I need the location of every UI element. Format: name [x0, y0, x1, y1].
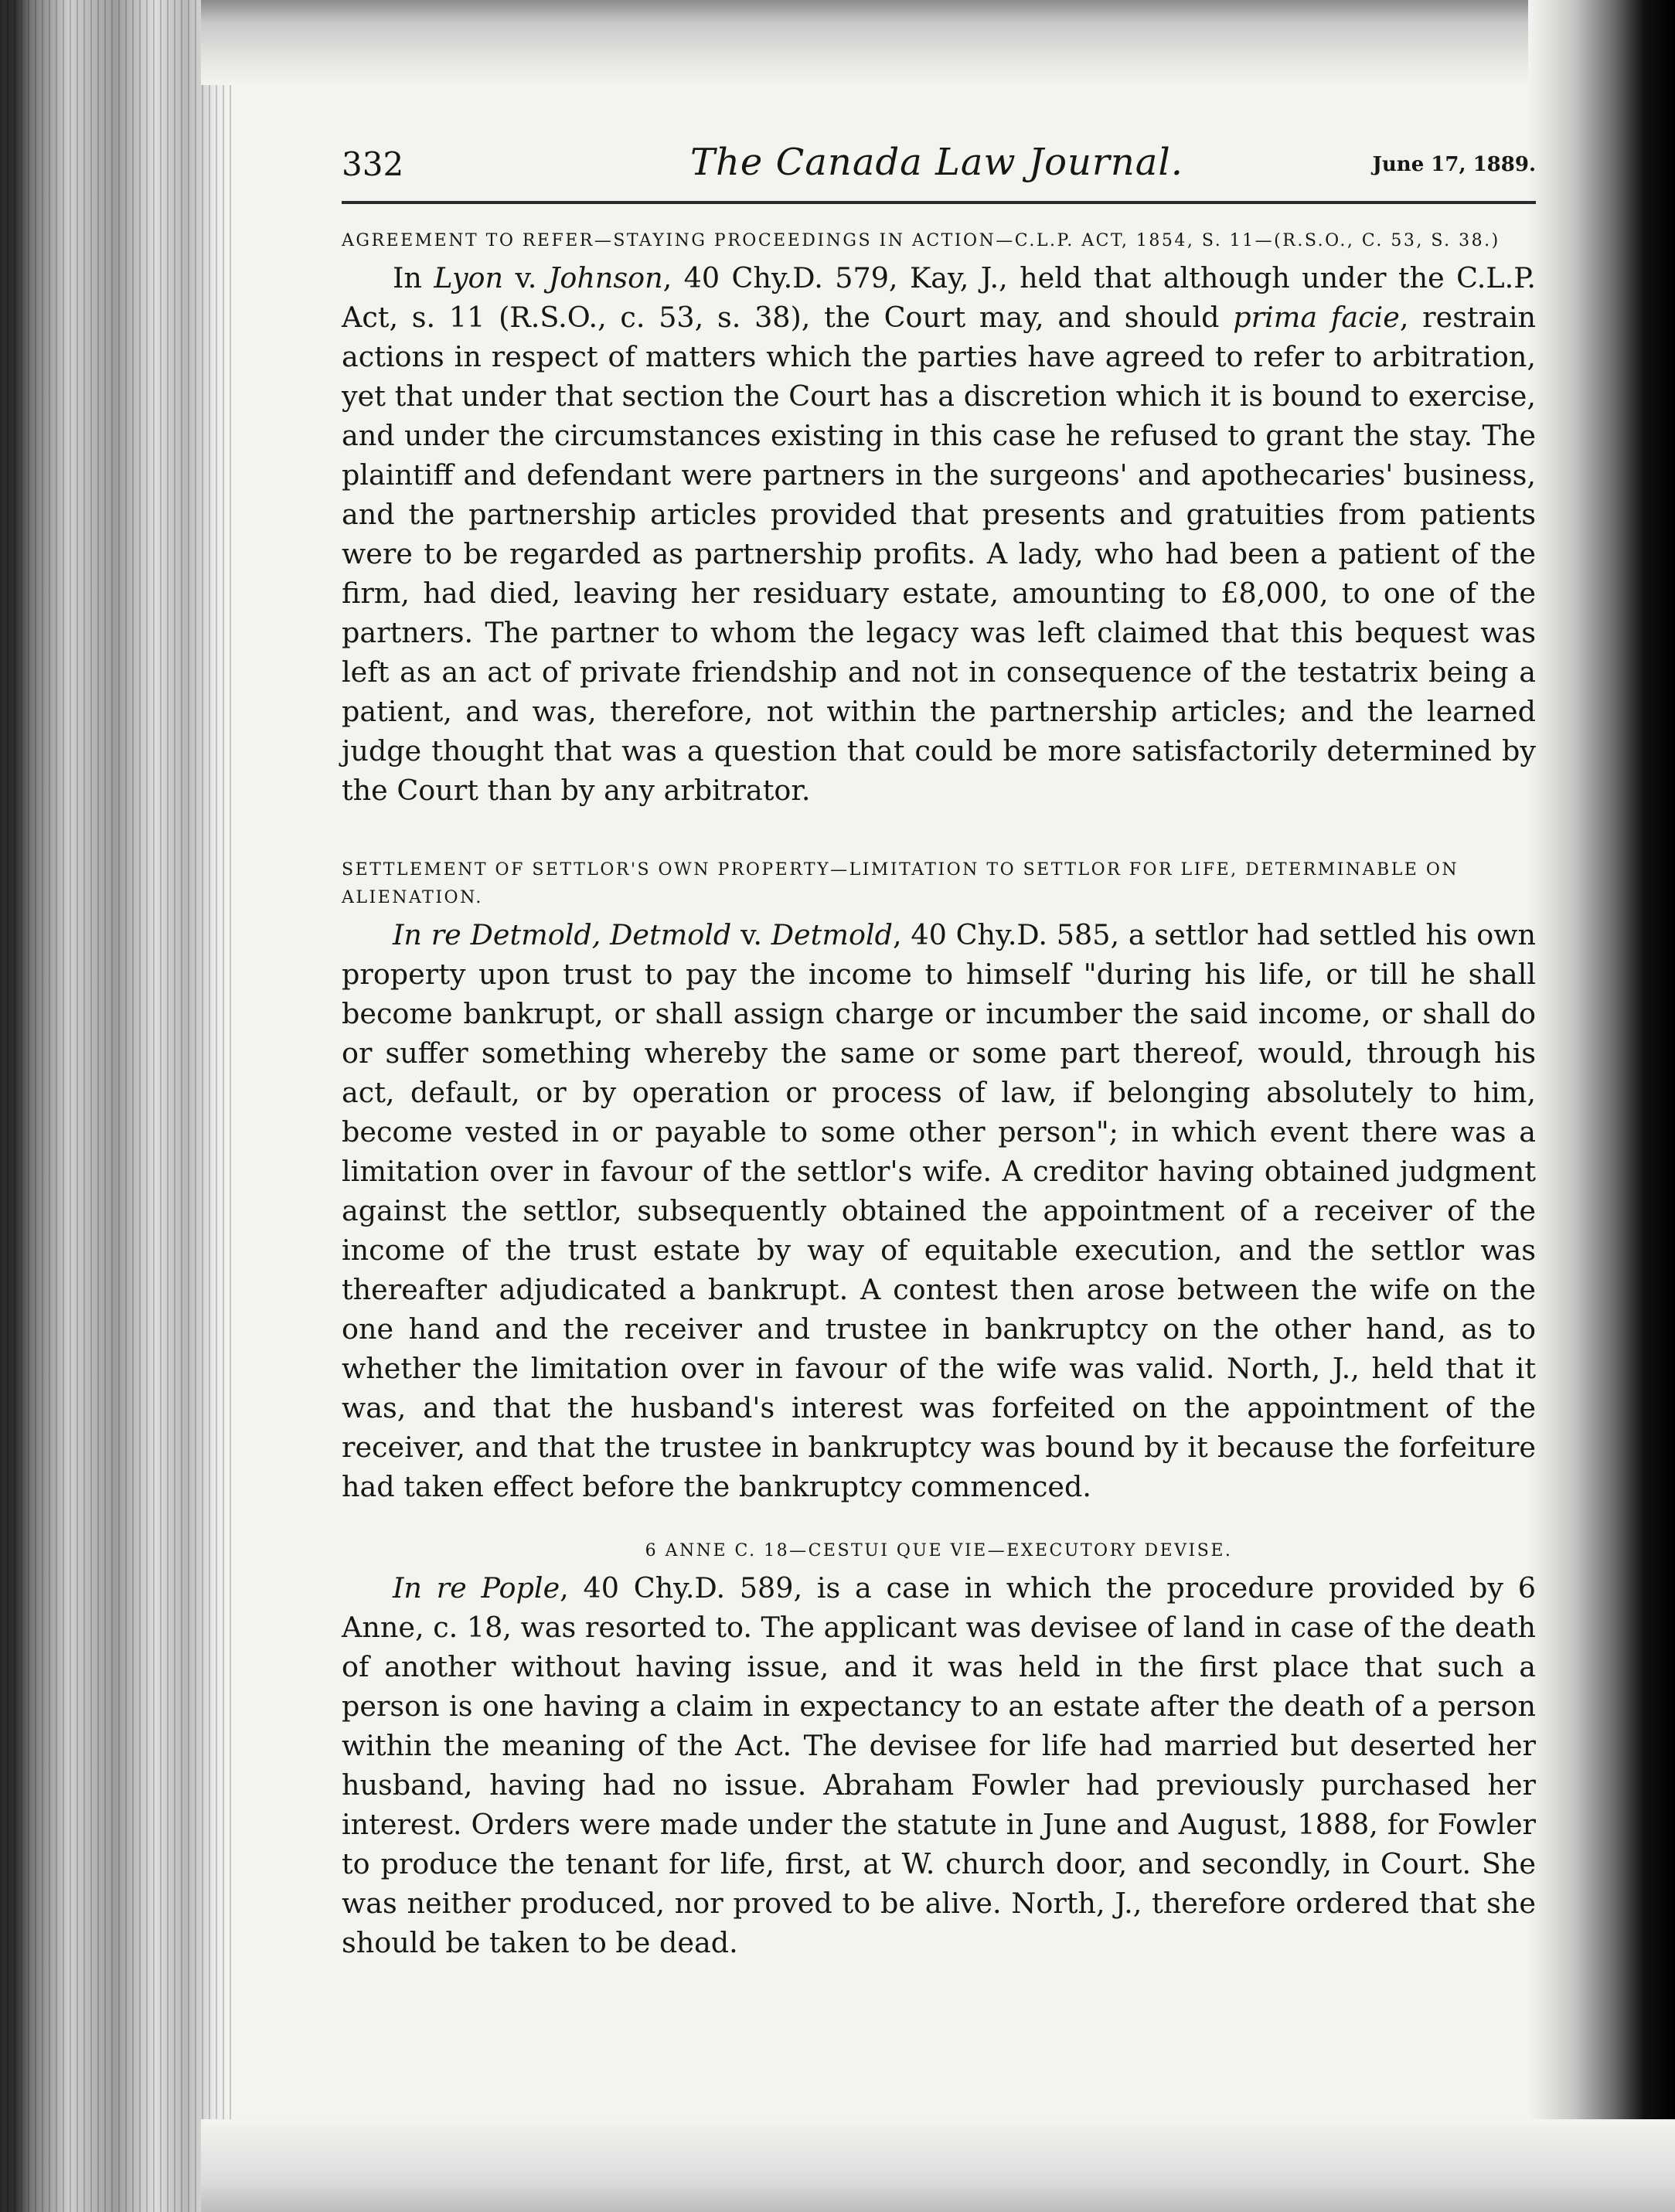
section-paragraph: In re Detmold, Detmold v. Detmold, 40 Chy.D. 585, a settlor had settled his own property upon trust to pay the income to himself "during his life, or till he shall become bankrupt, or shall assign charge or incumber the said income, or shall do or suffer something whereby the same or some part thereof, would, through his act, default, or by operation or process of law, if belonging absolutely to him, become vested in or payable to some other person"; in which event there was a limitation over in favour of the settlor's wife. A creditor having obtained judgment against the settlor, subsequently obtained the appointment of a receiver of the income of the trust estate by way of equitable execution, and the settlor was thereafter adjudicated a bankrupt. A contest then arose between the wife on the one hand and the receiver and trustee in bankruptcy on the other hand, as to whether the limitation over in favour of the wife was valid. North, J., held that it was, and that the husband's interest was forfeited on the appointment of the receiver, and that the trustee in bankruptcy was bound by it because the forfeiture had taken effect before the bankruptcy commenced.: [342, 918, 1536, 1503]
section-heading: 6 ANNE C. 18—CESTUI QUE VIE—EXECUTORY DEVISE.: [645, 1541, 1233, 1560]
section-heading: SETTLEMENT OF SETTLOR'S OWN PROPERTY—LIMITATION TO SETTLOR FOR LIFE, DETERMINABLE ON ALIENATION.: [342, 860, 1459, 907]
case-name: In re Detmold, Detmold: [393, 918, 732, 951]
case-name: Detmold: [771, 918, 893, 951]
scan-binding-edge: [0, 0, 232, 2212]
scan-right-edge: [1528, 0, 1675, 2212]
case-name: Johnson: [548, 261, 663, 294]
journal-page: [342, 141, 1536, 1962]
journal-title: The Canada Law Journal.: [689, 141, 1184, 184]
section-paragraph: In Lyon v. Johnson, 40 Chy.D. 579, Kay, J., held that although under the C.L.P. Act, s. 11 (R.S.O., c. 53, s. 38), the Court may, and should prima facie, restrain actions in respect of matters which the parties have agreed to refer to arbitration, yet that under that section the Court has a discretion which it is bound to exercise, and under the circumstances existing in this case he refused to grant the stay. The plaintiff and defendant were partners in the surgeons' and apothecaries' business, and the partnership articles provided that presents and gratuities from patients were to be regarded as partnership profits. A lady, who had been a patient of the firm, had died, leaving her residuary estate, amounting to £8,000, to one of the partners. The partner to whom the legacy was left claimed that this bequest was left as an act of private friendship and not in consequence of the testatrix being a patient, and was, therefore, not within the partnership articles; and the learned judge thought that was a question that could be more satisfactorily determined by the Court than by any arbitrator.: [342, 261, 1537, 807]
scan-top-edge: [201, 0, 1675, 85]
section-paragraph: In re Pople, 40 Chy.D. 589, is a case in which the procedure provided by 6 Anne, c. 18, was resorted to. The applicant was devisee of land in case of the death of another without having issue, and it was held in the first place that such a person is one having a claim in expectancy to an estate after the death of a person within the meaning of the Act. The devisee for life had married but deserted her husband, having had no issue. Abraham Fowler had previously purchased her interest. Orders were made under the statute in June and August, 1888, for Fowler to produce the tenant for life, first, at W. church door, and secondly, in Court. She was neither produced, nor proved to be alive. North, J., therefore ordered that she should be taken to be dead.: [342, 1571, 1536, 1959]
case-name: In re Pople: [393, 1571, 560, 1605]
case-name: Lyon: [434, 261, 504, 294]
page-number: 332: [342, 145, 404, 183]
scan-bottom-edge: [201, 2119, 1675, 2212]
issue-date: June 17, 1889.: [1372, 153, 1536, 176]
running-head: [342, 141, 1536, 204]
latin-phrase: prima facie: [1233, 301, 1400, 334]
section-heading: AGREEMENT TO REFER—STAYING PROCEEDINGS IN ACTION—C.L.P. ACT, 1854, S. 11—(R.S.O., C. 53, S. 38.): [342, 231, 1500, 250]
